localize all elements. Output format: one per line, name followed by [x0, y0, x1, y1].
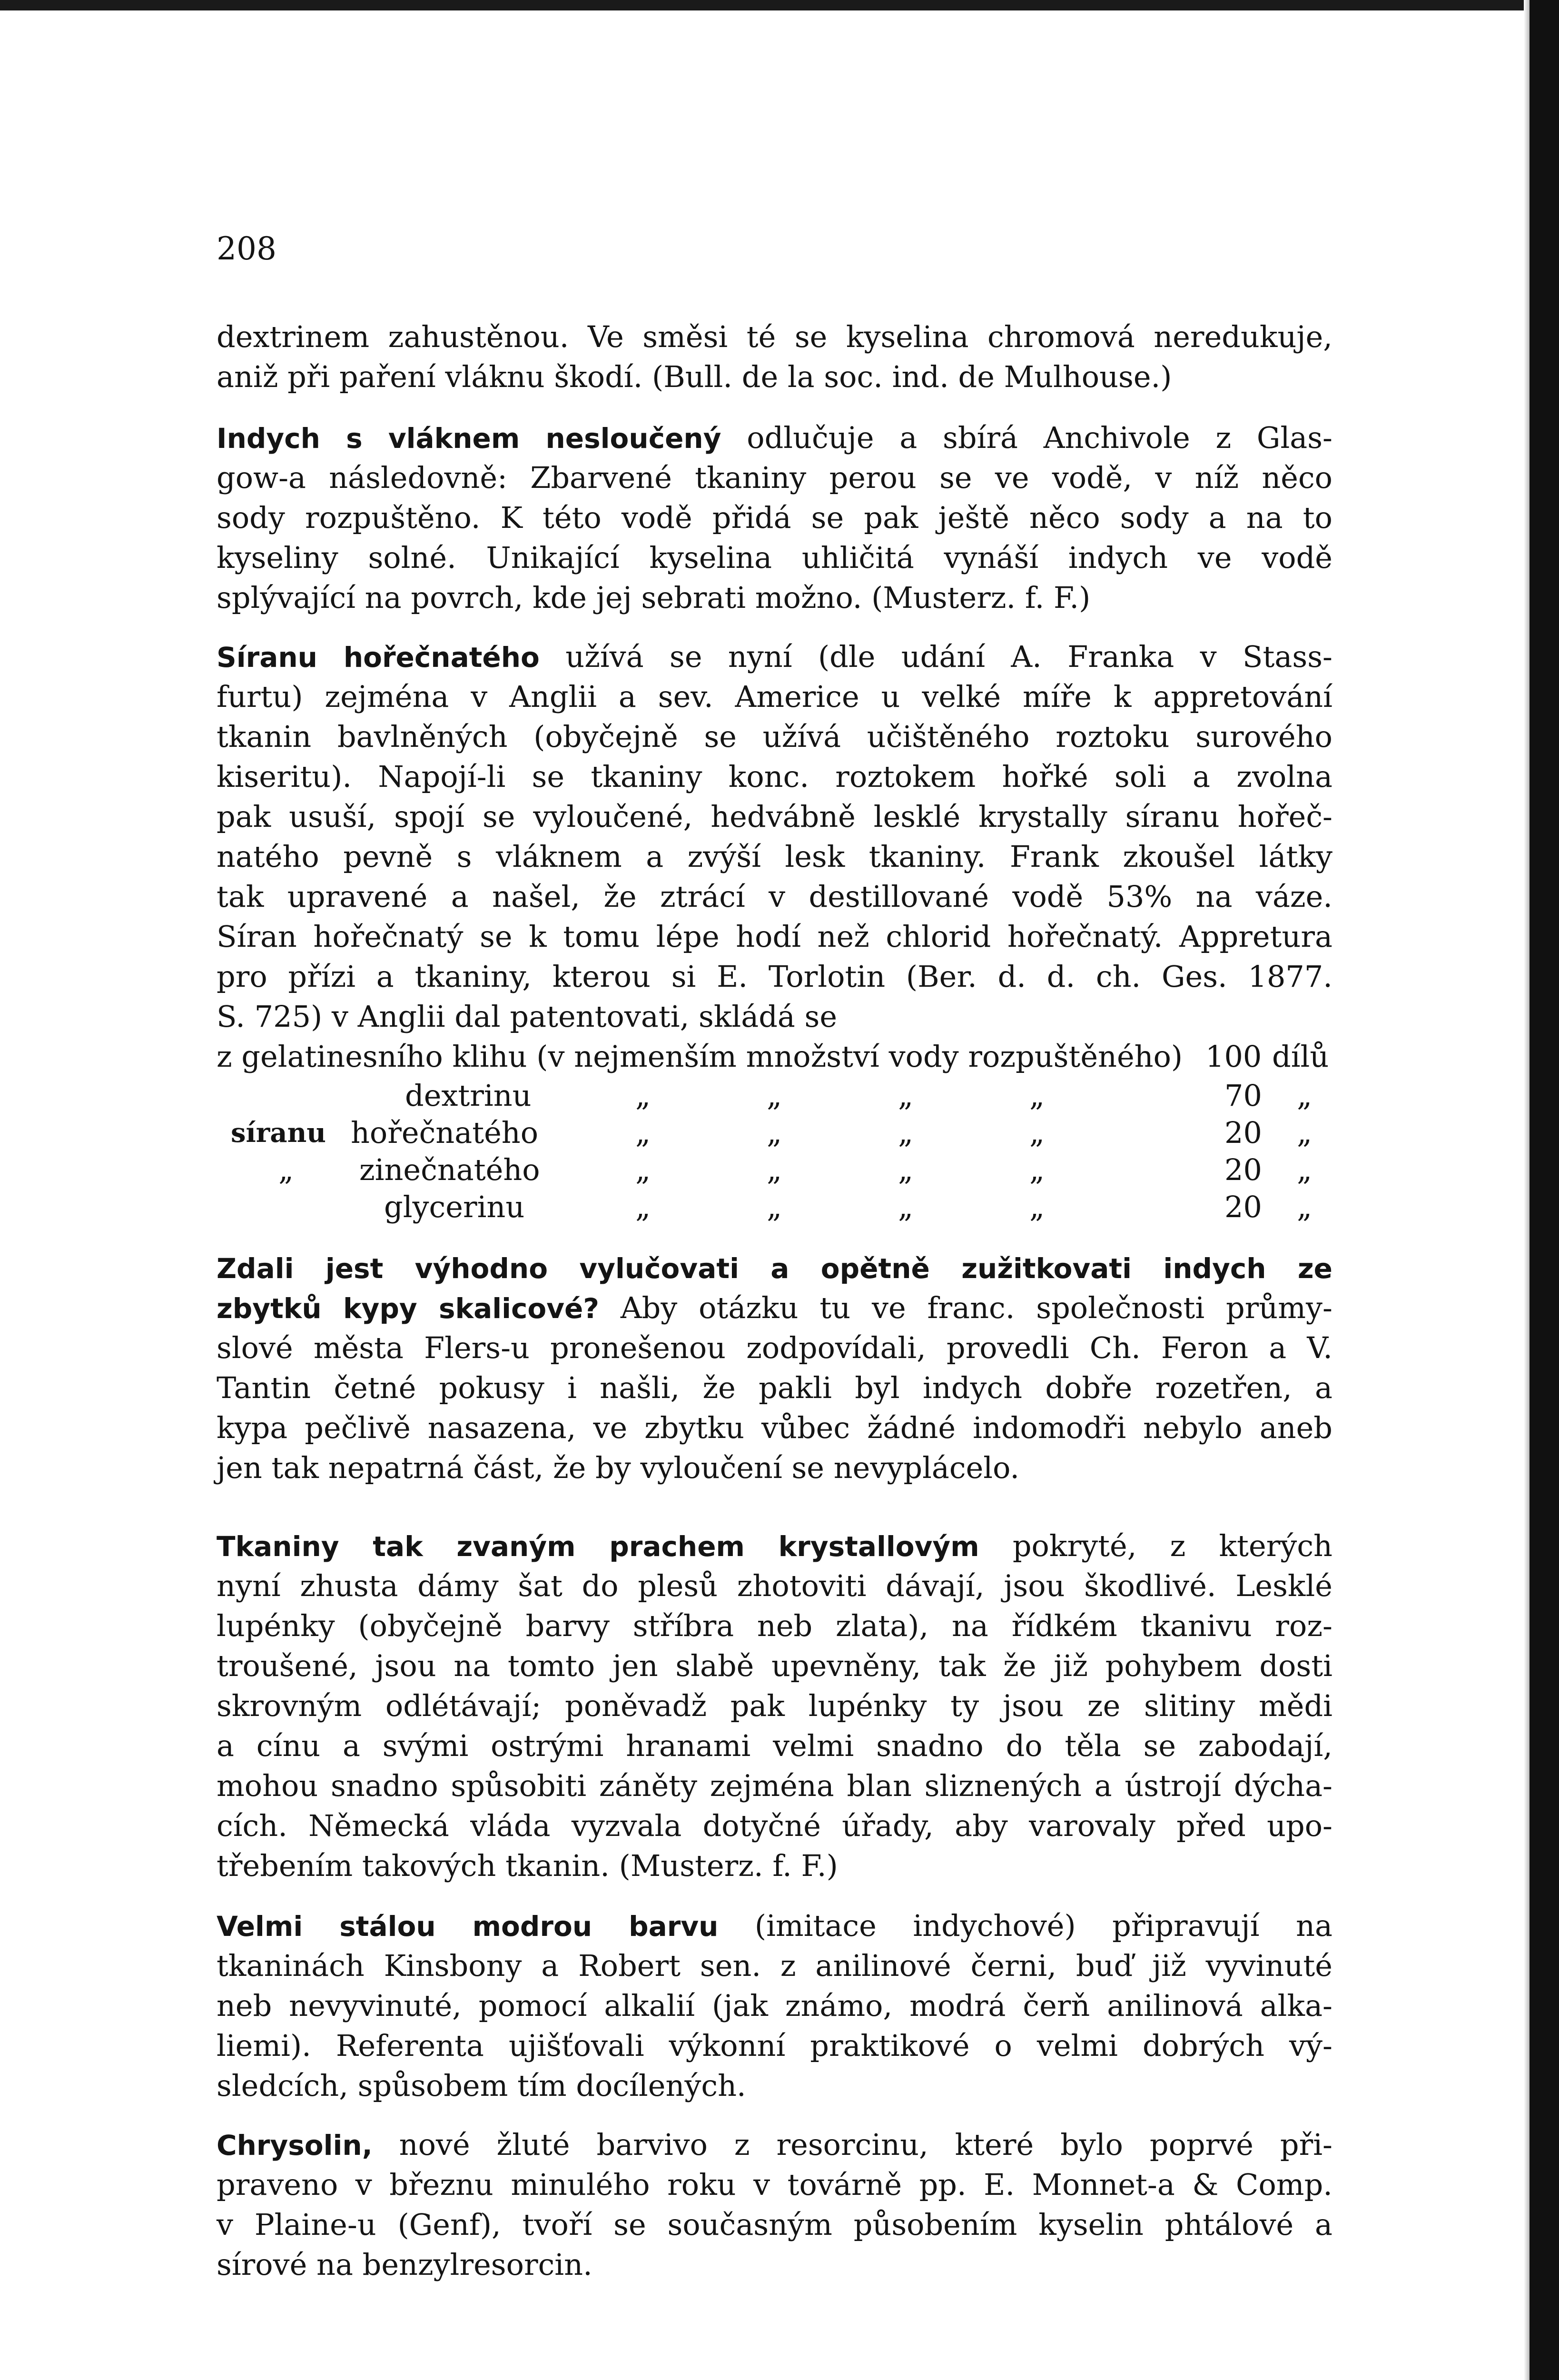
text-line: a cínu a svými ostrými hranami velmi snadno do těla se zabodají,	[217, 1728, 1332, 1763]
recipe-ditto: „	[635, 1190, 651, 1224]
section-heading: Zdali jest výhodno vylučovati a opětně zužitkovati indych ze	[217, 1252, 1332, 1285]
recipe-row	[217, 1151, 1332, 1189]
recipe-amount: 70	[1224, 1078, 1262, 1113]
recipe-ditto: „	[1029, 1152, 1045, 1187]
recipe-ingredient: dextrinu	[405, 1078, 532, 1113]
text-line: sledcích, spůsobem tím docílených.	[217, 2068, 746, 2103]
recipe-ditto: „	[767, 1078, 782, 1113]
recipe-prefix: „	[278, 1152, 294, 1187]
text-line: praveno v březnu minulého roku v továrně pp. E. Monnet-a & Comp.	[217, 2167, 1332, 2202]
text-line: liemi). Referenta ujišťovali výkonní praktikové o velmi dobrých vý-	[217, 2028, 1332, 2063]
scan-edge-right	[1529, 0, 1559, 2380]
recipe-unit: „	[1297, 1078, 1312, 1113]
section-heading-cont: zbytků kypy skalicové?	[217, 1292, 599, 1325]
section-heading: Velmi stálou modrou barvu	[217, 1910, 719, 1943]
text-line: sody rozpuštěno. K této vodě přidá se pak ještě něco sody a na to	[217, 500, 1332, 535]
text-line: cích. Německá vláda vyzvala dotyčné úřady, aby varovaly před upo-	[217, 1808, 1332, 1843]
text-line: zbytků kypy skalicové? Aby otázku tu ve franc. společnosti průmy-	[217, 1290, 1332, 1325]
text-line: tkanin bavlněných (obyčejně se užívá učištěného roztoku surového	[217, 719, 1332, 754]
recipe-ditto: „	[767, 1152, 782, 1187]
recipe-intro: z gelatinesního klihu (v nejmenším množství vody rozpuštěného)	[217, 1039, 1183, 1074]
text-line: natého pevně s vláknem a zvýší lesk tkaniny. Frank zkoušel látky	[217, 839, 1332, 874]
recipe-unit: „	[1297, 1152, 1312, 1187]
recipe-amount: 20	[1224, 1190, 1262, 1224]
text-line: dextrinem zahustěnou. Ve směsi té se kyselina chromová neredukuje,	[217, 319, 1332, 354]
recipe-amount: 100	[1205, 1039, 1262, 1074]
text-line: jen tak nepatrná část, že by vyloučení se nevyplácelo.	[217, 1450, 1020, 1485]
text-line: Síran hořečnatý se k tomu lépe hodí než chlorid hořečnatý. Appretura	[217, 919, 1332, 954]
text-line: Chrysolin, nové žluté barvivo z resorcinu, které bylo poprvé při-	[217, 2127, 1332, 2162]
recipe-row	[217, 1114, 1332, 1152]
text-line: tkaninách Kinsbony a Robert sen. z anilinové černi, buď již vyvinuté	[217, 1948, 1332, 1983]
text-line: tak upravené a našel, že ztrácí v destillované vodě 53% na váze.	[217, 879, 1332, 914]
text-line: sírové na benzylresorcin.	[217, 2247, 592, 2282]
section-heading: Síranu hořečnatého	[217, 641, 540, 674]
text-line: S. 725) v Anglii dal patentovati, skládá se	[217, 999, 838, 1034]
text-line: Tantin četné pokusy i našli, že pakli byl indych dobře rozetřen, a	[217, 1370, 1332, 1405]
text-line: pak usuší, spojí se vyloučené, hedvábně lesklé krystally síranu hořeč-	[217, 799, 1332, 834]
text-line: Síranu hořečnatého užívá se nyní (dle udání A. Franka v Stass-	[217, 639, 1332, 674]
recipe-ditto: „	[635, 1115, 651, 1150]
recipe-ditto: „	[1029, 1115, 1045, 1150]
text-line: mohou snadno spůsobiti záněty zejména blan sliznených a ústrojí dýcha-	[217, 1768, 1332, 1803]
text-line: kiseritu). Napojí-li se tkaniny konc. roztokem hořké soli a zvolna	[217, 759, 1332, 794]
recipe-row	[217, 1077, 1332, 1115]
recipe-prefix: síranu	[231, 1117, 326, 1149]
recipe-ditto: „	[767, 1190, 782, 1224]
recipe-ditto: „	[1029, 1078, 1045, 1113]
section-heading: Chrysolin,	[217, 2129, 373, 2162]
recipe-ditto: „	[767, 1115, 782, 1150]
recipe-ditto: „	[898, 1115, 914, 1150]
recipe-ditto: „	[635, 1078, 651, 1113]
text-line: aniž při paření vláknu škodí. (Bull. de la soc. ind. de Mulhouse.)	[217, 359, 1172, 394]
text-line: Tkaniny tak zvaným prachem krystallovým pokryté, z kterých	[217, 1528, 1332, 1563]
recipe-amount: 20	[1224, 1115, 1262, 1150]
recipe-ditto: „	[898, 1190, 914, 1224]
recipe-unit: „	[1297, 1115, 1312, 1150]
text-line: kypa pečlivě nasazena, ve zbytku vůbec žádné indomodři nebylo aneb	[217, 1410, 1332, 1445]
text-line: nyní zhusta dámy šat do plesů zhotoviti dávají, jsou škodlivé. Lesklé	[217, 1568, 1332, 1603]
text-line: neb nevyvinuté, pomocí alkalií (jak známo, modrá čerň anilinová alka-	[217, 1988, 1332, 2023]
recipe-ditto: „	[898, 1078, 914, 1113]
text-line: gow-a následovně: Zbarvené tkaniny perou se ve vodě, v níž něco	[217, 460, 1332, 495]
book-page	[217, 0, 1332, 2380]
text-line: slové města Flers-u pronešenou zodpovídali, provedli Ch. Feron a V.	[217, 1330, 1332, 1365]
recipe-ingredient: hořečnatého	[351, 1115, 539, 1150]
section-heading: Indych s vláknem nesloučený	[217, 422, 721, 455]
recipe-ingredient: glycerinu	[384, 1190, 525, 1224]
text-line: kyseliny solné. Unikající kyselina uhličitá vynáší indych ve vodě	[217, 540, 1332, 575]
text-line: Velmi stálou modrou barvu (imitace indychové) připravují na	[217, 1908, 1332, 1943]
recipe-unit: „	[1297, 1190, 1312, 1224]
text-line: v Plaine-u (Genf), tvoří se současným působením kyselin phtálové a	[217, 2207, 1332, 2242]
recipe-ingredient: zinečnatého	[359, 1152, 540, 1187]
recipe-ditto: „	[1029, 1190, 1045, 1224]
text-line: třebením takových tkanin. (Musterz. f. F.)	[217, 1848, 838, 1883]
recipe-ditto: „	[635, 1152, 651, 1187]
section-heading: Tkaniny tak zvaným prachem krystallovým	[217, 1530, 979, 1563]
text-line: Indych s vláknem nesloučený odlučuje a sbírá Anchivole z Glas-	[217, 420, 1333, 455]
text-line: furtu) zejména v Anglii a sev. Americe u velké míře k appretování	[217, 679, 1332, 714]
recipe-unit: dílů	[1272, 1039, 1329, 1074]
text-line: skrovným odlétávají; poněvadž pak lupénky ty jsou ze slitiny mědi	[217, 1688, 1332, 1723]
page-number: 208	[217, 230, 276, 267]
text-line: lupénky (obyčejně barvy stříbra neb zlata), na řídkém tkanivu roz-	[217, 1608, 1332, 1643]
recipe-row	[217, 1188, 1332, 1226]
text-line	[217, 1249, 1332, 1287]
text-line: pro přízi a tkaniny, kterou si E. Torlotin (Ber. d. d. ch. Ges. 1877.	[217, 959, 1332, 994]
recipe-ditto: „	[898, 1152, 914, 1187]
recipe-amount: 20	[1224, 1152, 1262, 1187]
text-line: splývající na povrch, kde jej sebrati možno. (Musterz. f. F.)	[217, 580, 1091, 615]
text-line: troušené, jsou na tomto jen slabě upevněny, tak že již pohybem dosti	[217, 1648, 1332, 1683]
recipe-row	[217, 1038, 1332, 1076]
scan-edge-shadow	[1524, 0, 1529, 2380]
